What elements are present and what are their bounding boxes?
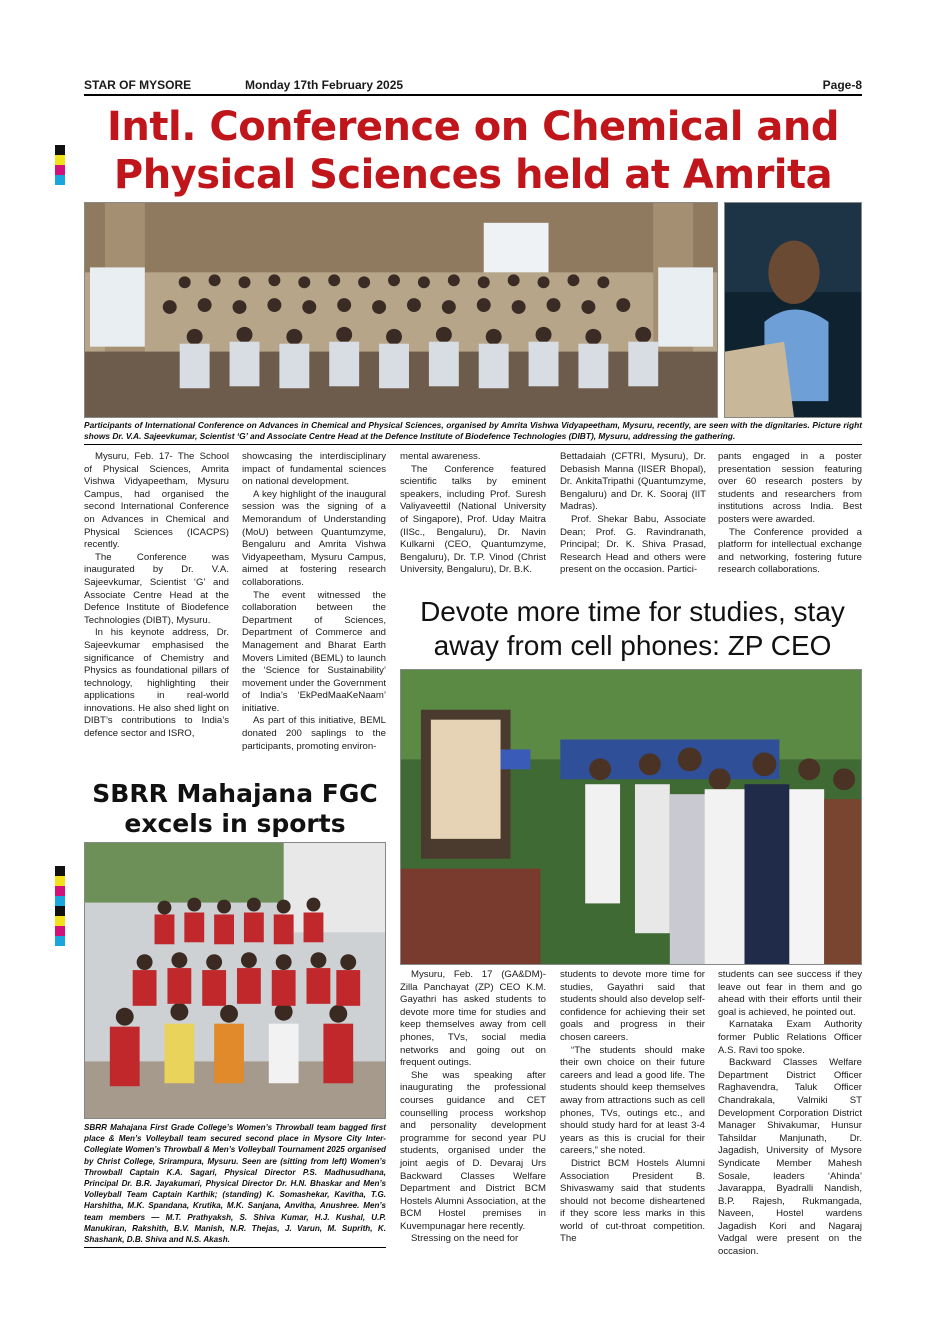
- story1-column-4: [560, 451, 706, 577]
- paragraph: students can see success if they leave out fear in them and go ahead with their efforts until their goal is achieved, he pointed out.: [718, 969, 862, 1018]
- paragraph: Stressing on the need for: [411, 1233, 519, 1245]
- paragraph: The Conference was inaugurated by Dr. V.A. Sajeevkumar, Scientist ‘G’ and Associate Centre Head at the Defence Institute of Biodefence Technologies (DIBT), Mysuru.: [84, 551, 229, 626]
- story3-headline: SBRR Mahajana FGC excels in sports: [92, 779, 378, 838]
- registration-mark: [55, 145, 65, 185]
- paragraph: Backward Classes Welfare Department District Officer Raghavendra, Taluk Officer Chandrakala, Valmiki ST Development Corporation District Manager Shivakumar, Hunsur Tahsildar Manjunath, Dr. Jagadish, University of Mysore Syndicate Member Mahesh Sosale, leaders ‘Ahinda’ Javarappa, Byadralli Nandish, B.P. Rajesh, Rukmangada, Naveen, Hostel wardens Jagadish Kori and Nagaraj Vadgal were present on the occasion.: [718, 1057, 862, 1258]
- story1-column-1: [84, 451, 229, 741]
- paragraph: mental awareness.: [400, 451, 481, 462]
- story2-headline: Devote more time for studies, stay away from cell phones: ZP CEO: [420, 596, 845, 661]
- paragraph: The event witnessed the collaboration between the Department of Sciences, Department of Commerce and Management and Bharat Earth Movers Limited (BEML) to launch the ‘Science for Sustainability’ movement under the Government of India’s ‘EkPedMaaKeNaam’ initiative.: [242, 589, 386, 714]
- story1-headline: Intl. Conference on Chemical and Physical Sciences held at Amrita: [107, 104, 839, 198]
- paragraph: As part of this initiative, BEML donated 200 saplings to the participants, promoting environ-: [242, 715, 386, 752]
- story1-column-3: [400, 451, 546, 577]
- paragraph: The Conference featured scientific talks by eminent speakers, including Prof. Suresh Valiyaveettil (National University of Singapore), Prof. Uday Maitra (IISc., Bengaluru), Dr. Navin Kulkarni (CEO, Quantumzyme, Bengaluru), Dr. T.P. Vinod (Christ University, Bengaluru), Dr. B.K.: [400, 463, 546, 576]
- paragraph: She was speaking after inaugurating the professional courses guidance and CET counselling process workshop and personality development programme for second year PU students, organised under the joint aegis of D. Devaraj Urs Backward Classes Welfare Department and District BCM Hostels Alumni Association, at the BCM Hostel premises in Kuvempunagar here recently.: [400, 1069, 546, 1232]
- paragraph: Mysuru, Feb. 17- The School of Physical Sciences, Amrita Vishwa Vidyapeetham, Mysuru Campus, had organised the second International Conference on Advances in Chemical and Physical Sciences (ICACPS) recently.: [84, 451, 229, 551]
- paragraph: District BCM Hostels Alumni Association President B. Shivaswamy said that students should not become disheartened if they score less marks in this world of cut-throat competition. The: [560, 1157, 705, 1245]
- paragraph: showcasing the interdisciplinary impact of fundamental sciences on national development.: [242, 451, 386, 488]
- speaker-photo: [724, 202, 862, 418]
- paper-name: STAR OF MYSORE: [84, 78, 192, 92]
- conference-group-photo: [84, 202, 718, 418]
- issue-date: Monday 17th February 2025: [245, 78, 404, 92]
- paragraph: In his keynote address, Dr. Sajeevkumar emphasised the significance of Chemistry and Physics as foundational pillars of technology, highlighting their applications in real-world innovations. He also shed light on DIBT’s contributions to India’s defence sector and ISRO,: [84, 627, 229, 740]
- story2-column-1: [400, 969, 546, 1246]
- story2-column-2: [560, 969, 705, 1246]
- tribute-photo: [400, 669, 862, 965]
- page-number: Page-8: [822, 78, 862, 92]
- paragraph: “The students should make their own choice on their future careers and lead a good life. The students should keep themselves away from attractions such as cell phones, TVs, outings etc., and should study hard for at least 3-4 years as this is crucial for their careers,” she noted.: [560, 1044, 705, 1157]
- story3-caption: SBRR Mahajana First Grade College’s Women’s Throwball team bagged first place & Men’s Volleyball team secured second place in Mysore City Inter-Collegiate Women’s Throwball & Men’s Volleyball Tournament 2025 organised by Christ College, Srirampura, Mysuru. Seen are (sitting from left) Women’s Throwball Captain K.A. Sagari, Physical Director P.S. Madhusudhana, Principal Dr. B.R. Jayakumari, Physical Director Dr. H.N. Bhaskar and Men’s Volleyball Team Captain Karthik; (standing) K. Somashekar, Kavitha, T.G. Harshitha, M.K. Spandana, Krutika, M.K. Sanjana, Anvitha, Anushree. Men’s team members — M.T. Prathyaksh, S. Shiva Kumar, H.J. Kushal, U.P. Manukiran, Rakshith, B.V. Manish, N.R. Thejas, J. Varun, M. Suprith, K. Shashank, D.B. Shiva and N.S. Akash.: [84, 1122, 386, 1248]
- story1-column-2: [242, 451, 386, 753]
- sports-team-photo: [84, 842, 386, 1119]
- paragraph: pants engaged in a poster presentation session featuring over 60 research posters by students and researchers from institutions across India. Best posters were awarded.: [718, 451, 862, 525]
- story1-column-5: [718, 451, 862, 577]
- masthead: [84, 76, 862, 96]
- paragraph: Bettadaiah (CFTRI, Mysuru), Dr. Debasish Manna (IISER Bhopal), Dr. AnkitaTripathi (Quantumzyme, Bengaluru) and Dr. K. Sooraj (IIT Madras).: [560, 451, 706, 513]
- registration-mark: [55, 866, 65, 946]
- paragraph: Karnataka Exam Authority former Public Relations Officer A.S. Ravi too spoke.: [718, 1019, 862, 1056]
- paragraph: A key highlight of the inaugural session was the signing of a Memorandum of Understanding (MoU) between Quantumzyme, Bengaluru and Amrita Vishwa Vidyapeetham, Mysuru Campus, aimed at fostering research collaborations.: [242, 488, 386, 588]
- paragraph: Prof. Shekar Babu, Associate Dean; Prof. G. Ravindranath, Principal; Dr. K. Shiva Prasad, Research Head and others were present on the occasion. Partici-: [560, 513, 706, 576]
- paragraph: students to devote more time for studies, Gayathri said that students should also develop self-confidence for achieving their set goals and progress in their chosen careers.: [560, 969, 705, 1043]
- paragraph: Mysuru, Feb. 17 (GA&DM)- Zilla Panchayat (ZP) CEO K.M. Gayathri has asked students to devote more time for studies and keep themselves away from cell phones, TVs, social media networks and going out on frequent outings.: [400, 969, 546, 1069]
- paragraph: The Conference provided a platform for intellectual exchange and networking, fostering future research collaborations.: [718, 526, 862, 576]
- story2-column-3: [718, 969, 862, 1259]
- story1-caption: Participants of International Conference on Advances in Chemical and Physical Sciences, organised by Amrita Vishwa Vidyapeetham, Mysuru, recently, are seen with the dignitaries. Picture right shows Dr. V.A. Sajeevkumar, Scientist ‘G’ and Associate Centre Head at the Defence Institute of Biodefence Technologies (DIBT), Mysuru, addressing the gathering.: [84, 420, 862, 445]
